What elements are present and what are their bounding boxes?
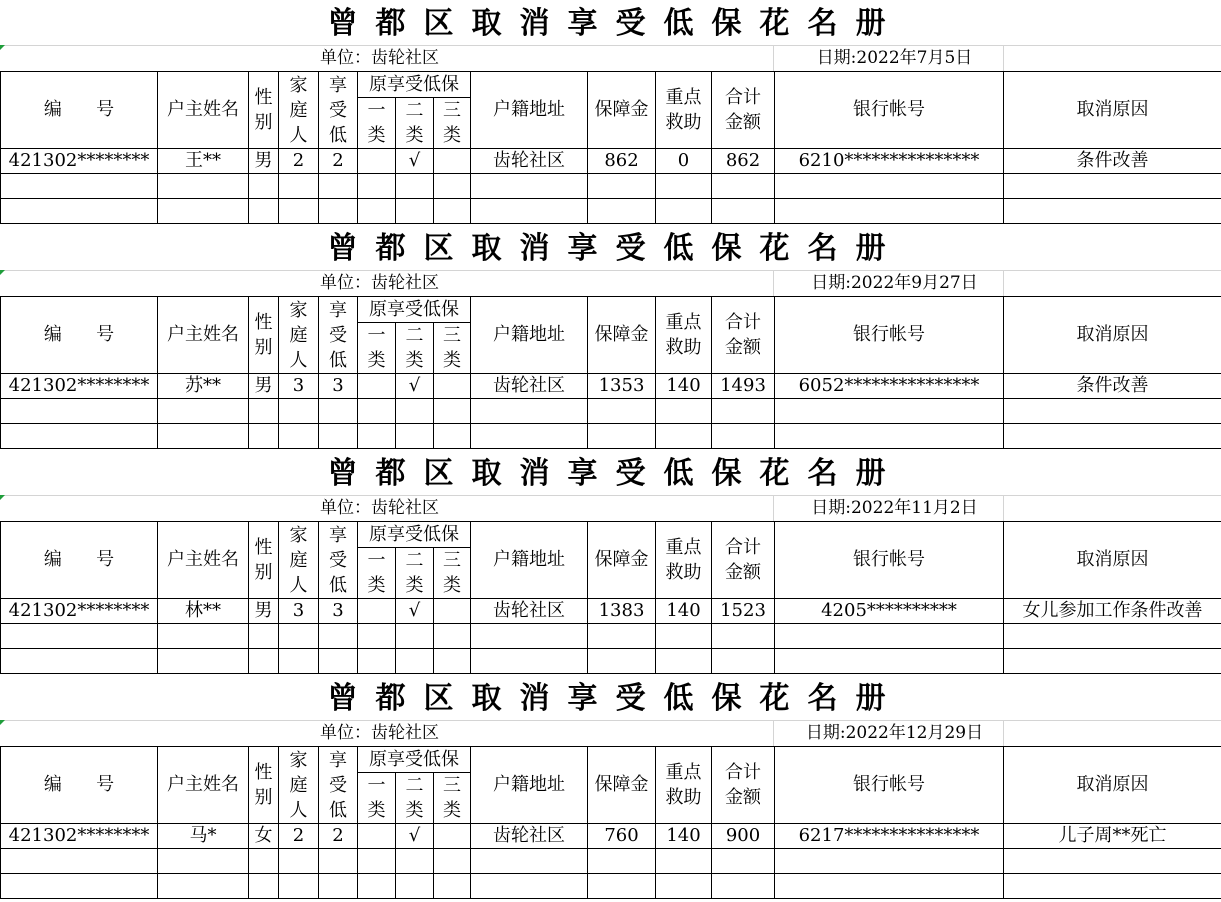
cell-total[interactable]: 900 xyxy=(712,824,775,849)
empty-row xyxy=(1,424,1221,449)
header-label-line: 类 xyxy=(443,800,461,821)
cell-name[interactable]: 马* xyxy=(158,824,249,849)
empty-row xyxy=(1,199,1221,224)
header-bank: 银行帐号 xyxy=(775,747,1004,824)
header-label-line: 性 xyxy=(254,87,273,108)
header-sex xyxy=(249,297,279,374)
table-row xyxy=(1,374,1221,399)
header-address: 户籍地址 xyxy=(471,747,588,824)
table-row xyxy=(1,599,1221,624)
header-label-line: 性 xyxy=(254,312,273,333)
table-row xyxy=(1,149,1221,174)
register-table xyxy=(0,746,1221,899)
header-label-line: 一 xyxy=(367,550,386,571)
cell-total[interactable]: 1493 xyxy=(712,374,775,399)
cell-class3[interactable] xyxy=(434,149,471,174)
header-label-line: 人 xyxy=(289,349,308,371)
header-reason: 取消原因 xyxy=(1004,72,1221,149)
header-amount: 保障金 xyxy=(588,747,656,824)
header-label-line: 低 xyxy=(329,574,347,596)
cell-enjoy[interactable]: 2 xyxy=(319,824,358,849)
header-family xyxy=(279,747,319,824)
header-total xyxy=(712,72,775,149)
header-name: 户主姓名 xyxy=(158,72,249,149)
header-label-line: 性 xyxy=(254,537,273,558)
cell-class3[interactable] xyxy=(434,599,471,624)
header-label-line: 救助 xyxy=(665,112,702,133)
header-class1 xyxy=(358,773,396,824)
cell-enjoy[interactable]: 3 xyxy=(319,599,358,624)
cell-bank[interactable]: 6052*************** xyxy=(775,374,1004,399)
cell-class2[interactable]: √ xyxy=(396,824,434,849)
header-reason: 取消原因 xyxy=(1004,297,1221,374)
empty-row xyxy=(1,849,1221,874)
cell-sex[interactable]: 男 xyxy=(249,149,279,174)
header-class1 xyxy=(358,548,396,599)
register-block xyxy=(0,0,1221,225)
cell-family[interactable]: 3 xyxy=(279,374,319,399)
header-label-line: 类 xyxy=(443,350,461,371)
header-id: 编 号 xyxy=(1,747,158,824)
header-amount: 保障金 xyxy=(588,72,656,149)
header-label-line: 三 xyxy=(443,100,461,121)
cell-sex[interactable]: 男 xyxy=(249,599,279,624)
header-name: 户主姓名 xyxy=(158,747,249,824)
header-enjoy xyxy=(319,297,358,374)
header-id: 编 号 xyxy=(1,72,158,149)
cell-id[interactable]: 421302******** xyxy=(1,149,158,174)
header-label-line: 金额 xyxy=(725,787,762,808)
header-label-line: 类 xyxy=(405,575,424,596)
cell-address[interactable]: 齿轮社区 xyxy=(471,149,588,174)
header-label-line: 庭 xyxy=(289,549,308,571)
header-key-aid xyxy=(656,522,712,599)
header-id: 编 号 xyxy=(1,297,158,374)
header-label-line: 庭 xyxy=(289,774,308,796)
cell-bank[interactable]: 6210*************** xyxy=(775,149,1004,174)
cell-aid[interactable]: 140 xyxy=(656,824,712,849)
cell-address[interactable]: 齿轮社区 xyxy=(471,824,588,849)
header-label-line: 受 xyxy=(329,99,347,121)
header-class3 xyxy=(434,548,471,599)
cell-sex[interactable]: 女 xyxy=(249,824,279,849)
header-sex xyxy=(249,522,279,599)
header-bank: 银行帐号 xyxy=(775,72,1004,149)
header-label-line: 受 xyxy=(329,774,347,796)
header-label-line: 类 xyxy=(405,350,424,371)
header-label-line: 庭 xyxy=(289,324,308,346)
register-title: 曾都区取消享受低保花名册 xyxy=(327,681,904,716)
header-label-line: 金额 xyxy=(725,562,762,583)
header-label-line: 金额 xyxy=(725,337,762,358)
header-id: 编 号 xyxy=(1,522,158,599)
header-family xyxy=(279,297,319,374)
cell-reason[interactable]: 条件改善 xyxy=(1004,149,1221,174)
header-label-line: 享 xyxy=(329,749,347,771)
title-row xyxy=(0,675,1221,721)
cell-family[interactable]: 3 xyxy=(279,599,319,624)
header-family xyxy=(279,522,319,599)
cell-sex[interactable]: 男 xyxy=(249,374,279,399)
header-class2 xyxy=(396,548,434,599)
unit-label: 单位：齿轮社区 xyxy=(320,48,439,68)
header-key-aid xyxy=(656,747,712,824)
title-row xyxy=(0,225,1221,271)
date-label: 日期:2022年12月29日 xyxy=(805,723,984,743)
unit-date-row xyxy=(0,721,1221,746)
register-block xyxy=(0,675,1221,900)
cell-address[interactable]: 齿轮社区 xyxy=(471,599,588,624)
empty-row xyxy=(1,874,1221,899)
header-class3 xyxy=(434,323,471,374)
cell-reason[interactable]: 女儿参加工作条件改善 xyxy=(1004,599,1221,624)
cell-enjoy[interactable]: 2 xyxy=(319,149,358,174)
empty-row xyxy=(1,624,1221,649)
cell-family[interactable]: 2 xyxy=(279,149,319,174)
cell-bank[interactable]: 4205********** xyxy=(775,599,1004,624)
header-amount: 保障金 xyxy=(588,522,656,599)
header-label-line: 别 xyxy=(254,112,273,133)
header-original: 原享受低保 xyxy=(358,297,471,323)
cell-aid[interactable]: 140 xyxy=(656,599,712,624)
unit-date-row xyxy=(0,46,1221,71)
cell-class1[interactable] xyxy=(358,374,396,399)
empty-row xyxy=(1,649,1221,674)
cell-amount[interactable]: 760 xyxy=(588,824,656,849)
header-label-line: 类 xyxy=(443,575,461,596)
register-block xyxy=(0,450,1221,675)
header-label-line: 享 xyxy=(329,74,347,96)
register-title: 曾都区取消享受低保花名册 xyxy=(327,231,904,266)
header-class2 xyxy=(396,773,434,824)
header-label-line: 重点 xyxy=(665,87,702,108)
header-class1 xyxy=(358,98,396,149)
date-label: 日期:2022年7月5日 xyxy=(816,48,973,68)
header-label-line: 庭 xyxy=(289,99,308,121)
header-label-line: 类 xyxy=(405,800,424,821)
cell-address[interactable]: 齿轮社区 xyxy=(471,374,588,399)
header-total xyxy=(712,522,775,599)
header-label-line: 类 xyxy=(443,125,461,146)
header-label-line: 二 xyxy=(405,100,424,121)
header-enjoy xyxy=(319,72,358,149)
cell-class3[interactable] xyxy=(434,374,471,399)
header-address: 户籍地址 xyxy=(471,72,588,149)
register-title: 曾都区取消享受低保花名册 xyxy=(327,456,904,491)
cell-reason[interactable]: 条件改善 xyxy=(1004,374,1221,399)
header-label-line: 三 xyxy=(443,325,461,346)
header-enjoy xyxy=(319,747,358,824)
header-amount: 保障金 xyxy=(588,297,656,374)
header-label-line: 二 xyxy=(405,775,424,796)
header-original: 原享受低保 xyxy=(358,747,471,773)
empty-row xyxy=(1,174,1221,199)
register-table xyxy=(0,521,1221,674)
register-table xyxy=(0,296,1221,449)
cell-total[interactable]: 1523 xyxy=(712,599,775,624)
header-enjoy xyxy=(319,522,358,599)
cell-amount[interactable]: 862 xyxy=(588,149,656,174)
header-family xyxy=(279,72,319,149)
header-key-aid xyxy=(656,297,712,374)
header-label-line: 享 xyxy=(329,299,347,321)
cell-name[interactable]: 苏** xyxy=(158,374,249,399)
header-original: 原享受低保 xyxy=(358,72,471,98)
header-label-line: 一 xyxy=(367,775,386,796)
header-label-line: 一 xyxy=(367,325,386,346)
header-label-line: 人 xyxy=(289,799,308,821)
header-label-line: 低 xyxy=(329,799,347,821)
cell-aid[interactable]: 140 xyxy=(656,374,712,399)
register-block xyxy=(0,225,1221,450)
header-label-line: 家 xyxy=(289,299,308,321)
cell-bank[interactable]: 6217*************** xyxy=(775,824,1004,849)
header-label-line: 一 xyxy=(367,100,386,121)
header-label-line: 人 xyxy=(289,574,308,596)
header-label-line: 三 xyxy=(443,775,461,796)
header-label-line: 合计 xyxy=(725,762,762,783)
header-reason: 取消原因 xyxy=(1004,522,1221,599)
header-label-line: 救助 xyxy=(665,562,702,583)
cell-class2[interactable]: √ xyxy=(396,149,434,174)
unit-date-row xyxy=(0,271,1221,296)
header-bank: 银行帐号 xyxy=(775,522,1004,599)
header-label-line: 类 xyxy=(405,125,424,146)
cell-class2[interactable]: √ xyxy=(396,374,434,399)
header-class2 xyxy=(396,323,434,374)
cell-amount[interactable]: 1383 xyxy=(588,599,656,624)
header-label-line: 家 xyxy=(289,749,308,771)
table-row xyxy=(1,824,1221,849)
header-label-line: 二 xyxy=(405,325,424,346)
header-label-line: 别 xyxy=(254,787,273,808)
cell-amount[interactable]: 1353 xyxy=(588,374,656,399)
cell-id[interactable]: 421302******** xyxy=(1,824,158,849)
header-label-line: 合计 xyxy=(725,537,762,558)
header-label-line: 人 xyxy=(289,124,308,146)
cell-id[interactable]: 421302******** xyxy=(1,374,158,399)
cell-family[interactable]: 2 xyxy=(279,824,319,849)
header-label-line: 救助 xyxy=(665,787,702,808)
unit-date-row xyxy=(0,496,1221,521)
header-class3 xyxy=(434,98,471,149)
header-sex xyxy=(249,72,279,149)
cell-class1[interactable] xyxy=(358,824,396,849)
cell-class3[interactable] xyxy=(434,824,471,849)
cell-reason[interactable]: 儿子周**死亡 xyxy=(1004,824,1221,849)
header-label-line: 性 xyxy=(254,762,273,783)
header-label-line: 家 xyxy=(289,74,308,96)
header-key-aid xyxy=(656,72,712,149)
header-label-line: 三 xyxy=(443,550,461,571)
header-label-line: 别 xyxy=(254,562,273,583)
register-title: 曾都区取消享受低保花名册 xyxy=(327,6,904,41)
header-total xyxy=(712,747,775,824)
header-label-line: 救助 xyxy=(665,337,702,358)
header-label-line: 重点 xyxy=(665,312,702,333)
header-total xyxy=(712,297,775,374)
header-class3 xyxy=(434,773,471,824)
header-label-line: 受 xyxy=(329,324,347,346)
unit-label: 单位：齿轮社区 xyxy=(320,498,439,518)
header-label-line: 类 xyxy=(367,350,386,371)
cell-class1[interactable] xyxy=(358,149,396,174)
header-label-line: 金额 xyxy=(725,112,762,133)
empty-row xyxy=(1,399,1221,424)
header-label-line: 低 xyxy=(329,124,347,146)
cell-class2[interactable]: √ xyxy=(396,599,434,624)
title-row xyxy=(0,450,1221,496)
header-label-line: 合计 xyxy=(725,87,762,108)
header-label-line: 享 xyxy=(329,524,347,546)
header-sex xyxy=(249,747,279,824)
header-label-line: 受 xyxy=(329,549,347,571)
date-label: 日期:2022年11月2日 xyxy=(811,498,978,518)
header-label-line: 低 xyxy=(329,349,347,371)
cell-total[interactable]: 862 xyxy=(712,149,775,174)
cell-name[interactable]: 王** xyxy=(158,149,249,174)
cell-id[interactable]: 421302******** xyxy=(1,599,158,624)
header-label-line: 类 xyxy=(367,800,386,821)
header-class1 xyxy=(358,323,396,374)
cell-enjoy[interactable]: 3 xyxy=(319,374,358,399)
date-label: 日期:2022年9月27日 xyxy=(811,273,978,293)
register-table xyxy=(0,71,1221,224)
cell-aid[interactable]: 0 xyxy=(656,149,712,174)
cell-class1[interactable] xyxy=(358,599,396,624)
header-address: 户籍地址 xyxy=(471,297,588,374)
header-name: 户主姓名 xyxy=(158,297,249,374)
unit-label: 单位：齿轮社区 xyxy=(320,723,439,743)
header-label-line: 类 xyxy=(367,575,386,596)
header-label-line: 别 xyxy=(254,337,273,358)
header-label-line: 二 xyxy=(405,550,424,571)
header-label-line: 合计 xyxy=(725,312,762,333)
header-address: 户籍地址 xyxy=(471,522,588,599)
header-reason: 取消原因 xyxy=(1004,747,1221,824)
cell-name[interactable]: 林** xyxy=(158,599,249,624)
header-label-line: 家 xyxy=(289,524,308,546)
header-bank: 银行帐号 xyxy=(775,297,1004,374)
header-name: 户主姓名 xyxy=(158,522,249,599)
unit-label: 单位：齿轮社区 xyxy=(320,273,439,293)
title-row xyxy=(0,0,1221,46)
header-label-line: 重点 xyxy=(665,537,702,558)
header-original: 原享受低保 xyxy=(358,522,471,548)
header-label-line: 类 xyxy=(367,125,386,146)
header-class2 xyxy=(396,98,434,149)
header-label-line: 重点 xyxy=(665,762,702,783)
